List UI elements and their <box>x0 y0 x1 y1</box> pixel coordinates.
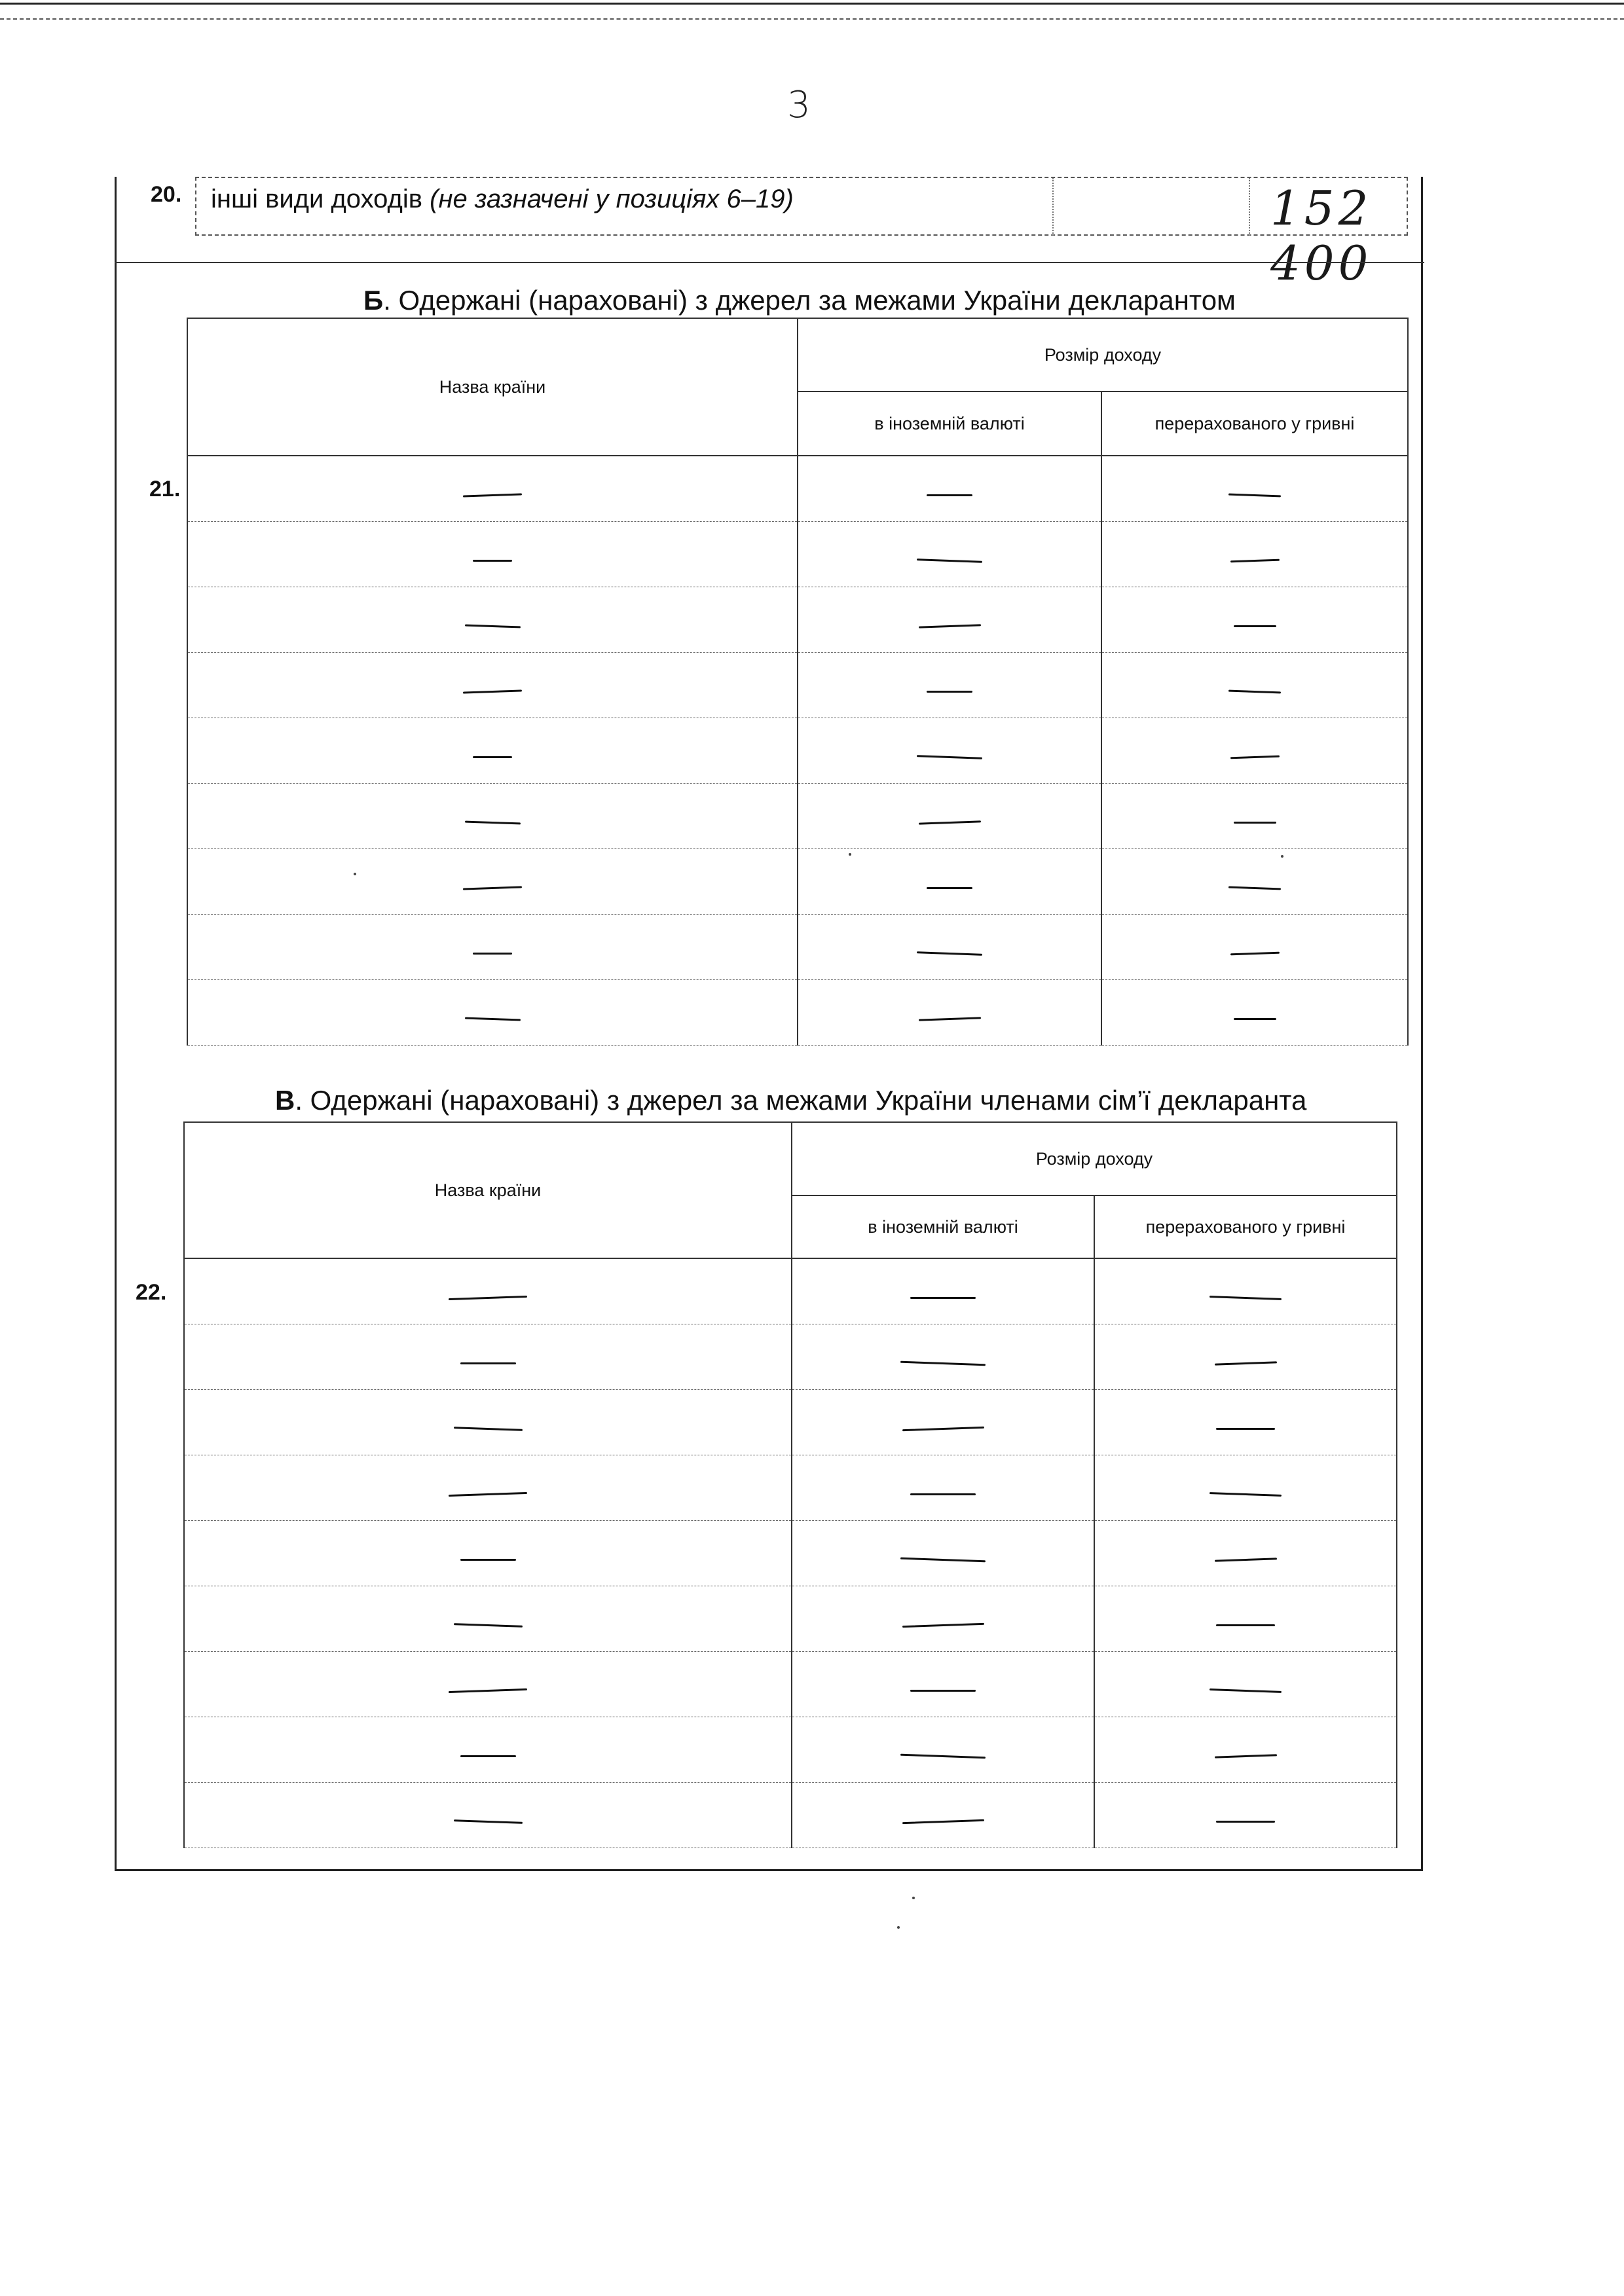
cell-uah <box>1094 1782 1397 1848</box>
cell-uah <box>1094 1389 1397 1455</box>
row-20 <box>115 177 1424 291</box>
cell-country <box>187 587 798 652</box>
scan-speck <box>1281 855 1283 858</box>
row-20-box <box>195 177 1408 291</box>
scan-speck <box>354 873 356 875</box>
handwritten-dash <box>918 624 980 628</box>
scan-edge-line <box>0 18 1624 20</box>
handwritten-dash <box>473 953 512 955</box>
cell-country <box>187 979 798 1045</box>
cell-country <box>187 914 798 979</box>
cell-foreign-currency <box>792 1717 1094 1782</box>
row-20-label-note: (не зазначені у позиціях 6–19) <box>430 185 794 213</box>
cell-foreign-currency <box>798 587 1101 652</box>
handwritten-dash <box>1209 1492 1282 1497</box>
handwritten-dash <box>449 1491 527 1496</box>
handwritten-dash <box>902 1819 984 1823</box>
cell-foreign-currency <box>792 1324 1094 1389</box>
cell-country <box>187 848 798 914</box>
header-uah: перерахованого у гривні <box>1094 1195 1397 1258</box>
cell-uah <box>1101 521 1408 587</box>
handwritten-dash <box>902 1622 984 1627</box>
cell-uah <box>1094 1717 1397 1782</box>
handwritten-dash <box>464 820 520 824</box>
cell-foreign-currency <box>798 848 1101 914</box>
cell-country <box>184 1258 792 1324</box>
table-row <box>187 456 1408 521</box>
handwritten-dash <box>927 494 972 496</box>
cell-country <box>184 1324 792 1389</box>
handwritten-dash <box>1214 1754 1276 1758</box>
section-c-letter: В <box>275 1085 295 1116</box>
handwritten-dash <box>1216 1624 1275 1626</box>
handwritten-dash <box>900 1360 986 1366</box>
table-row <box>187 652 1408 718</box>
cell-uah <box>1101 652 1408 718</box>
header-country: Назва країни <box>187 318 798 456</box>
handwritten-dash <box>1230 558 1279 562</box>
section-b-letter: Б <box>363 285 384 316</box>
row-20-label <box>211 185 794 214</box>
table-row <box>187 848 1408 914</box>
header-income-amount: Розмір доходу <box>798 318 1408 392</box>
cell-uah <box>1094 1324 1397 1389</box>
scan-edge-line <box>0 3 1624 5</box>
cell-foreign-currency <box>798 521 1101 587</box>
handwritten-dash <box>464 1017 520 1021</box>
handwritten-dash <box>917 951 982 955</box>
table-row <box>184 1520 1397 1586</box>
table-row <box>184 1717 1397 1782</box>
handwritten-dash <box>464 624 520 628</box>
row-21-number: 21. <box>149 477 181 501</box>
cell-foreign-currency <box>792 1782 1094 1848</box>
table-row <box>187 718 1408 783</box>
handwritten-dash <box>917 755 982 759</box>
row-20-value: 152 400 <box>1270 181 1373 291</box>
cell-foreign-currency <box>792 1258 1094 1324</box>
column-divider <box>1249 178 1250 236</box>
cell-uah <box>1094 1258 1397 1324</box>
table-row <box>184 1782 1397 1848</box>
handwritten-dash <box>460 1362 516 1364</box>
handwritten-dash <box>1234 1018 1276 1020</box>
handwritten-dash <box>910 1690 976 1692</box>
cell-country <box>184 1651 792 1717</box>
cell-uah <box>1101 456 1408 521</box>
row-20-label-text: інші види доходів <box>211 185 422 213</box>
handwritten-dash <box>910 1493 976 1495</box>
handwritten-dash <box>473 560 512 562</box>
cell-country <box>184 1586 792 1651</box>
cell-foreign-currency <box>792 1651 1094 1717</box>
section-c-title <box>275 1085 1306 1116</box>
cell-foreign-currency <box>792 1455 1094 1520</box>
handwritten-dash <box>463 689 522 693</box>
header-income-amount: Розмір доходу <box>792 1122 1397 1195</box>
handwritten-dash <box>1228 689 1281 693</box>
handwritten-dash <box>463 493 522 497</box>
section-b-table <box>187 318 1409 1046</box>
handwritten-dash <box>1209 1688 1282 1693</box>
scan-speck <box>912 1897 915 1899</box>
page-number: 3 <box>787 84 811 126</box>
handwritten-dash <box>449 1296 527 1300</box>
handwritten-dash <box>927 887 972 889</box>
cell-country <box>187 456 798 521</box>
handwritten-dash <box>1216 1821 1275 1823</box>
section-c-title-text: . Одержані (нараховані) з джерел за межами України членами сім’ї декларанта <box>295 1085 1307 1116</box>
table-row <box>187 587 1408 652</box>
cell-country <box>187 521 798 587</box>
table-row <box>184 1586 1397 1651</box>
handwritten-dash <box>460 1559 516 1561</box>
table-row <box>184 1389 1397 1455</box>
header-foreign-currency: в іноземній валюті <box>792 1195 1094 1258</box>
table-row <box>184 1651 1397 1717</box>
cell-uah <box>1101 587 1408 652</box>
cell-country <box>184 1717 792 1782</box>
cell-uah <box>1094 1455 1397 1520</box>
table-row <box>184 1258 1397 1324</box>
cell-uah <box>1094 1520 1397 1586</box>
cell-uah <box>1101 979 1408 1045</box>
cell-country <box>184 1782 792 1848</box>
cell-uah <box>1101 914 1408 979</box>
handwritten-dash <box>463 886 522 890</box>
table-row <box>187 979 1408 1045</box>
handwritten-dash <box>900 1557 986 1562</box>
handwritten-dash <box>902 1426 984 1430</box>
section-divider <box>115 262 1424 263</box>
table-row <box>184 1455 1397 1520</box>
handwritten-dash <box>460 1755 516 1757</box>
handwritten-dash <box>900 1753 986 1758</box>
table-row <box>187 783 1408 848</box>
handwritten-dash <box>1234 625 1276 627</box>
handwritten-dash <box>918 820 980 824</box>
handwritten-dash <box>1234 822 1276 824</box>
header-foreign-currency: в іноземній валюті <box>798 392 1101 456</box>
cell-foreign-currency <box>798 718 1101 783</box>
cell-country <box>184 1389 792 1455</box>
cell-uah <box>1101 848 1408 914</box>
handwritten-dash <box>917 558 982 562</box>
section-b-title <box>363 285 1236 316</box>
cell-uah <box>1094 1651 1397 1717</box>
scan-speck <box>897 1926 900 1929</box>
cell-foreign-currency <box>792 1520 1094 1586</box>
cell-foreign-currency <box>792 1389 1094 1455</box>
cell-country <box>187 652 798 718</box>
handwritten-dash <box>1209 1296 1282 1300</box>
handwritten-dash <box>453 1819 522 1824</box>
cell-country <box>187 718 798 783</box>
handwritten-dash <box>1228 886 1281 890</box>
table-row <box>187 521 1408 587</box>
table-row <box>187 914 1408 979</box>
row-20-number: 20. <box>151 182 182 207</box>
handwritten-dash <box>473 756 512 758</box>
handwritten-dash <box>453 1427 522 1431</box>
handwritten-dash <box>1214 1361 1276 1365</box>
handwritten-dash <box>910 1297 976 1299</box>
section-b-title-text: . Одержані (нараховані) з джерел за межами України декларантом <box>383 285 1236 316</box>
table-row <box>184 1324 1397 1389</box>
cell-country <box>184 1455 792 1520</box>
cell-foreign-currency <box>798 783 1101 848</box>
header-uah: перерахованого у гривні <box>1101 392 1408 456</box>
cell-uah <box>1101 783 1408 848</box>
cell-country <box>184 1520 792 1586</box>
row-22-number: 22. <box>136 1280 167 1305</box>
handwritten-dash <box>1216 1428 1275 1430</box>
header-country: Назва країни <box>184 1122 792 1258</box>
handwritten-dash <box>1230 755 1279 759</box>
cell-uah <box>1094 1586 1397 1651</box>
handwritten-dash <box>927 691 972 693</box>
cell-foreign-currency <box>798 652 1101 718</box>
handwritten-dash <box>453 1623 522 1628</box>
cell-foreign-currency <box>798 914 1101 979</box>
scan-speck <box>849 853 851 856</box>
cell-country <box>187 783 798 848</box>
handwritten-dash <box>1230 951 1279 955</box>
cell-uah <box>1101 718 1408 783</box>
cell-foreign-currency <box>798 979 1101 1045</box>
handwritten-dash <box>1228 493 1281 497</box>
column-divider <box>1052 178 1054 236</box>
handwritten-dash <box>918 1017 980 1021</box>
section-c-table <box>183 1121 1397 1848</box>
cell-foreign-currency <box>792 1586 1094 1651</box>
handwritten-dash <box>1214 1558 1276 1561</box>
handwritten-dash <box>449 1688 527 1692</box>
cell-foreign-currency <box>798 456 1101 521</box>
